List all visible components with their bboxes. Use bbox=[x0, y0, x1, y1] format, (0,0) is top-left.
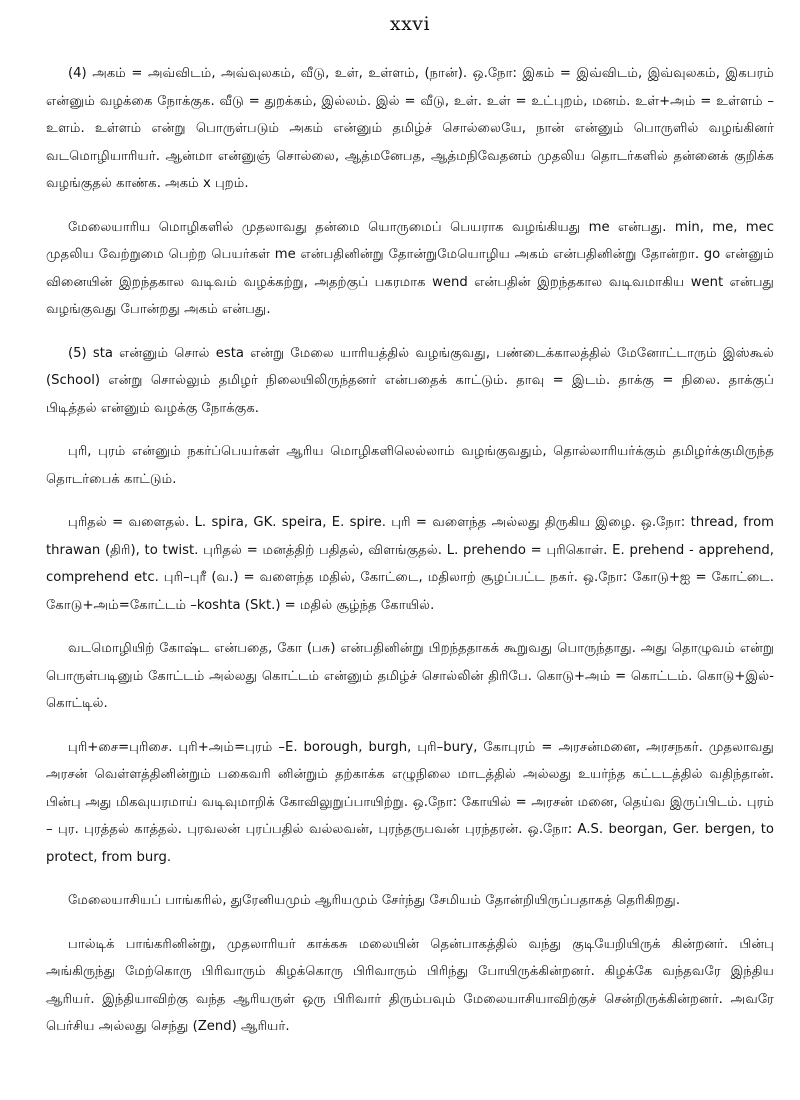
paragraph-6: வடமொழியிற் கோஷ்ட என்பதை, கோ (பசு) என்பதினின்று பிறந்ததாகக் கூறுவது பொருந்தாது. அது தொழுவம் என்று பொருள்படினும் கோட்டம் அல்லது கொட்டம் என்னும் தமிழ்ச் சொல்லின் திரிபே. கொடு+அம் = கொட்டம். கொடு+இல்-கொட்டில். bbox=[46, 641, 774, 711]
paragraph-3: (5) sta என்னும் சொல் esta என்று மேலை யாரியத்தில் வழங்குவது, பண்டைக்காலத்தில் மேனோட்டாரும் இஸ்கூல் (School) என்று சொல்லும் தமிழர் நிலையிலிருந்தனர் என்பதைக் காட்டும். தாவு = இடம். தாக்கு = நிலை. தாக்குப் பிடித்தல் என்னும் வழக்கு நோக்குக. bbox=[46, 345, 774, 416]
paragraph-8: மேலையாசியப் பாங்கரில், துரேனியமும் ஆரியமும் சேர்ந்து சேமியம் தோன்றியிருப்பதாகத் தெரிகிறது. bbox=[68, 893, 681, 908]
page-number: xxvi bbox=[389, 13, 431, 35]
paragraph-9: பால்டிக் பாங்கரினின்று, முதலாரியர் காக்கசு மலையின் தென்பாகத்தில் வந்து குடியேறியிருக் கின்றனர். பின்பு அங்கிருந்து மேற்கொரு பிரிவாரும் கிழக்கொரு பிரிவாரும் பிரிந்து போயிருக்கின்றனர். கிழக்கே வந்தவரே இந்திய ஆரியர். இந்தியாவிற்கு வந்த ஆரியருள் ஒரு பிரிவார் திரும்பவும் மேலையாசியாவிற்குச் சென்றிருக்கின்றனர். அவரே பெர்சிய அல்லது செந்து (Zend) ஆரியர். bbox=[46, 936, 774, 1034]
paragraph-1: (4) அகம் = அவ்விடம், அவ்வுலகம், வீடு, உள், உள்ளம், (நான்). ஒ.நோ: இகம் = இவ்விடம், இவ்வுலகம், இகபரம் என்னும் வழக்கை நோக்குக. வீடு = துறக்கம், இல்லம். இல் = வீடு, உள். உள் = உட்புறம், மனம். உள்+அம் = உள்ளம் – உளம். உள்ளம் என்று பொருள்படும் அகம் என்னும் தமிழ்ச் சொல்லையே, நான் என்னும் பொருளில் வழங்கினர் வடமொழியாரியர். ஆன்மா என்னுஞ் சொல்லை, ஆத்மனேபத, ஆத்மநிவேதனம் முதலிய தொடர்களில் தன்னைக் குறிக்க வழங்குதல் காண்க. அகம் x புறம். bbox=[46, 66, 774, 191]
paragraph-4: புரி, புரம் என்னும் நகர்ப்பெயர்கள் ஆரிய மொழிகளிலெல்லாம் வழங்குவதும், தொல்லாரியர்க்கும் தமிழர்க்குமிருந்த தொடர்பைக் காட்டும். bbox=[46, 444, 774, 487]
paragraph-5: புரிதல் = வளைதல். L. spira, GK. speira, E. spire. புரி = வளைந்த அல்லது திருகிய இழை. ஒ.நோ: thread, from thrawan (திரி), to twist. புரிதல் = மனத்திற் பதிதல், விளங்குதல். L. prehendo = புரிகொள். E. prehend - apprehend, comprehend etc. புரி–புரீ (வ.) = வளைந்த மதில், கோட்டை, மதிலாற் சூழப்பட்ட நகர். ஒ.நோ: கோடு+ஐ = கோட்டை. கோடு+அம்=கோட்டம் –koshta (Skt.) = மதில் சூழ்ந்த கோயில். bbox=[46, 515, 774, 613]
paragraph-2: மேலையாரிய மொழிகளில் முதலாவது தன்மை யொருமைப் பெயராக வழங்கியது me என்பது. min, me, mec முதலிய வேற்றுமை பெற்ற பெயர்கள் me என்பதினின்று தோன்றுமேயொழிய அகம் என்பதினின்று தோன்றா. go என்னும் வினையின் இறந்தகால வடிவம் வழக்கற்று, அதற்குப் பகரமாக wend என்பதின் இறந்தகால வடிவமாகிய went என்பது வழங்குவது போன்றது அகம் என்பது. bbox=[46, 219, 774, 317]
paragraph-7: புரி+சை=புரிசை. புரி+அம்=புரம் –E. borough, burgh, புரி–bury, கோபுரம் = அரசன்மனை, அரசநகர். முதலாவது அரசன் வெள்ளத்தினின்றும் பகைவரி னின்றும் தற்காக்க எழுநிலை மாடத்தில் அல்லது உயர்ந்த கட்டடத்தில் வதிந்தான். பின்பு அது மிகவுயரமாய் வடிவுமாறிக் கோவிலுறுப்பாயிற்று. ஒ.நோ: கோயில் = அரசன் மனை, தெய்வ இருப்பிடம். புரம் – புர. புரத்தல் காத்தல். புரவலன் புரப்பதில் வல்லவன், புரந்தருபவன் புரந்தரன். ஒ.நோ: A.S. beorgan, Ger. bergen, to protect, from burg. bbox=[46, 739, 774, 865]
